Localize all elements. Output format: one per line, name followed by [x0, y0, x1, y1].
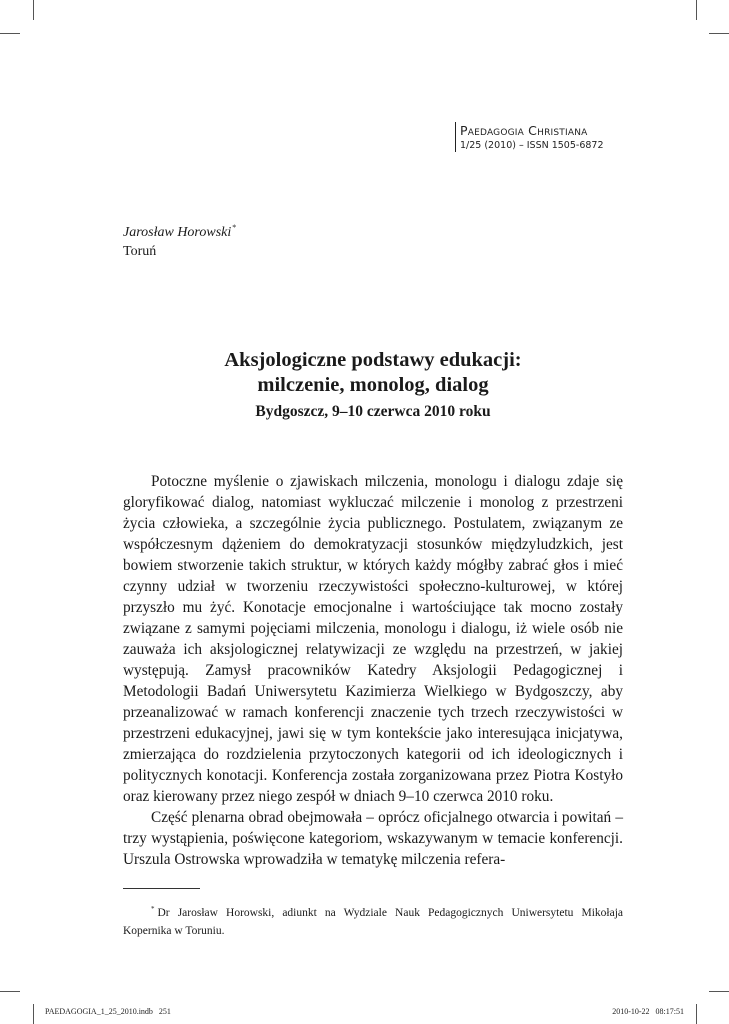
author-footnote-mark: *	[232, 223, 237, 232]
article-title-line-1: Aksjologiczne podstawy edukacji:	[224, 349, 522, 371]
crop-mark-top-right-h	[709, 33, 729, 34]
crop-mark-bottom-right-h	[709, 991, 729, 992]
footnote	[123, 900, 623, 940]
footnote-text: Dr Jarosław Horowski, adiunkt na Wydziale Nauk Pedagogicznych Uniwersytetu Mikołaja Kopernika w Toruniu.	[123, 907, 623, 937]
body-paragraph-1: Potoczne myślenie o zjawiskach milczenia, monologu i dialogu zdaje się gloryfikować dialog, natomiast wykluczać milczenie i monolog z przestrzeni życia człowieka, a szczególnie życia publicznego. Postulatem, związanym ze współczesnym dążeniem do demokratyzacji stosunków międzyludzkich, jest bowiem stworzenie takich struktur, w których każdy mógłby zabrać głos i mieć czynny udział w tworzeniu rzeczywistości społeczno-kulturowej, w której przyszło mu żyć. Konotacje emocjonalne i wartościujące tak mocno zostały związane z samymi pojęciami milczenia, monologu i dialogu, iż wiele osób nie zauważa ich aksjologicznej relatywizacji ze względu na przestrzeń, w jakiej występują. Zamysł pracowników Katedry Aksjologii Pedagogicznej i Metodologii Badań Uniwersytetu Kazimierza Wielkiego w Bydgoszczy, aby przeanalizować w ramach konferencji znaczenie tych trzech rzeczywistości w przestrzeni edukacyjnej, jawi się w tym kontekście jako interesująca inicjatywa, zmierzająca do rozdzielenia przytoczonych kategorii od ich ideologicznych i politycznych konotacji. Konferencja została zorganizowana przez Piotra Kostyło oraz kierowany przez niego zespół w dniach 9–10 czerwca 2010 roku.	[123, 473, 623, 805]
print-slug-timestamp: 2010-10-22 08:17:51	[612, 1007, 684, 1016]
article-subtitle: Bydgoszcz, 9–10 czerwca 2010 roku	[255, 403, 491, 420]
author-line	[123, 223, 236, 241]
crop-mark-top-left-h	[0, 33, 20, 34]
footnote-mark: *	[151, 905, 155, 913]
crop-mark-top-right-v	[696, 0, 697, 20]
author-name: Jarosław Horowski	[123, 225, 232, 240]
crop-mark-bottom-left-v	[33, 1004, 34, 1024]
article-title-line-2: milczenie, monolog, dialog	[257, 374, 489, 396]
article-title-block	[123, 348, 623, 423]
footnote-separator	[123, 888, 200, 889]
crop-mark-bottom-left-h	[0, 991, 20, 992]
journal-header	[455, 122, 660, 152]
crop-mark-top-left-v	[33, 0, 34, 20]
print-slug-file: PAEDAGOGIA_1_25_2010.indb 251	[45, 1007, 171, 1016]
article-body	[123, 471, 623, 870]
crop-mark-bottom-right-v	[696, 1004, 697, 1024]
journal-issue: 1/25 (2010) – ISSN 1505-6872	[460, 140, 604, 151]
author-city: Toruń	[123, 244, 157, 259]
body-paragraph-2: Część plenarna obrad obejmowała – oprócz oficjalnego otwarcia i powitań – trzy wystąpienia, poświęcone kategoriom, wskazywanym w temacie konferencji. Urszula Ostrowska wprowadziła w tematykę milczenia refera-	[123, 809, 623, 868]
journal-title: Paedagogia Christiana	[460, 123, 588, 138]
